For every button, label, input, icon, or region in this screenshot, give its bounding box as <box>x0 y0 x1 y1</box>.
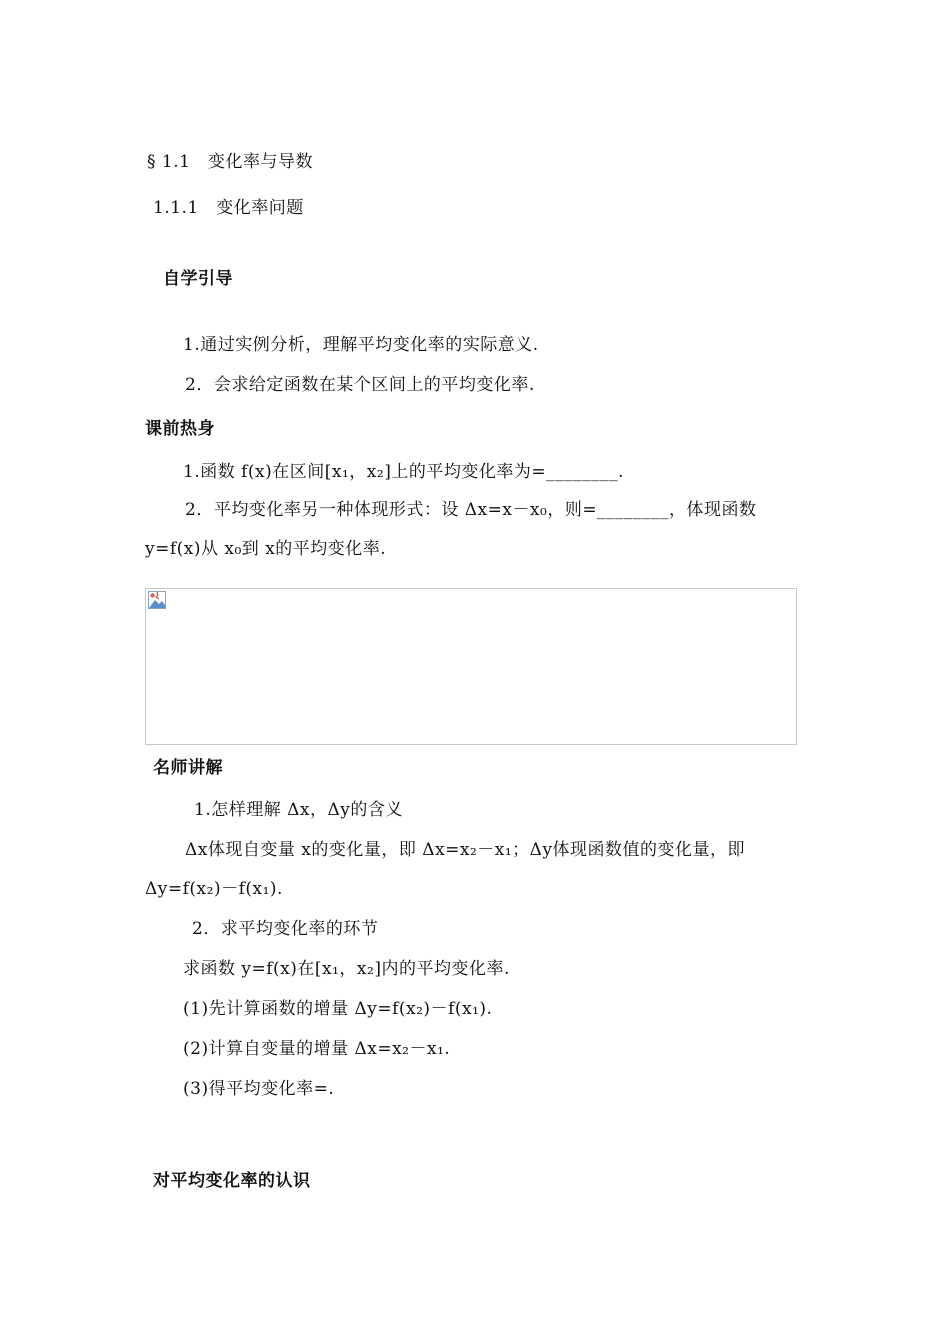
step-2: (2)计算自变量的增量 Δx=x₂－x₁. <box>183 1039 451 1059</box>
self-study-item-1: 1.通过实例分析，理解平均变化率的实际意义. <box>183 335 539 355</box>
warmup-item-2-line-2: y=f(x)从 x₀到 x的平均变化率. <box>145 539 387 559</box>
subsection-title: 1.1.1 变化率问题 <box>153 198 304 218</box>
self-study-item-2: 2．会求给定函数在某个区间上的平均变化率. <box>185 375 535 395</box>
teacher-point-1-line-2: Δy=f(x₂)－f(x₁). <box>145 879 283 899</box>
image-placeholder <box>145 588 797 745</box>
teacher-point-1-title: 1.怎样理解 Δx，Δy的含义 <box>194 800 403 820</box>
step-3: (3)得平均变化率=. <box>183 1079 335 1099</box>
broken-image-icon <box>148 591 166 609</box>
warmup-item-1: 1.函数 f(x)在区间[x₁，x₂]上的平均变化率为=________. <box>183 462 624 482</box>
recognition-heading: 对平均变化率的认识 <box>153 1171 311 1191</box>
teacher-heading: 名师讲解 <box>153 758 223 778</box>
teacher-point-2-title: 2．求平均变化率的环节 <box>192 919 379 939</box>
teacher-point-1-line-1: Δx体现自变量 x的变化量，即 Δx=x₂－x₁；Δy体现函数值的变化量，即 <box>185 840 746 860</box>
warmup-heading: 课前热身 <box>145 419 215 439</box>
step-1: (1)先计算函数的增量 Δy=f(x₂)－f(x₁). <box>183 999 493 1019</box>
teacher-point-2-intro: 求函数 y=f(x)在[x₁，x₂]内的平均变化率. <box>183 959 510 979</box>
warmup-item-2-line-1: 2．平均变化率另一种体现形式：设 Δx=x－x₀，则=________，体现函数 <box>185 500 757 520</box>
section-title: § 1.1 变化率与导数 <box>147 152 313 172</box>
self-study-heading: 自学引导 <box>163 269 233 289</box>
